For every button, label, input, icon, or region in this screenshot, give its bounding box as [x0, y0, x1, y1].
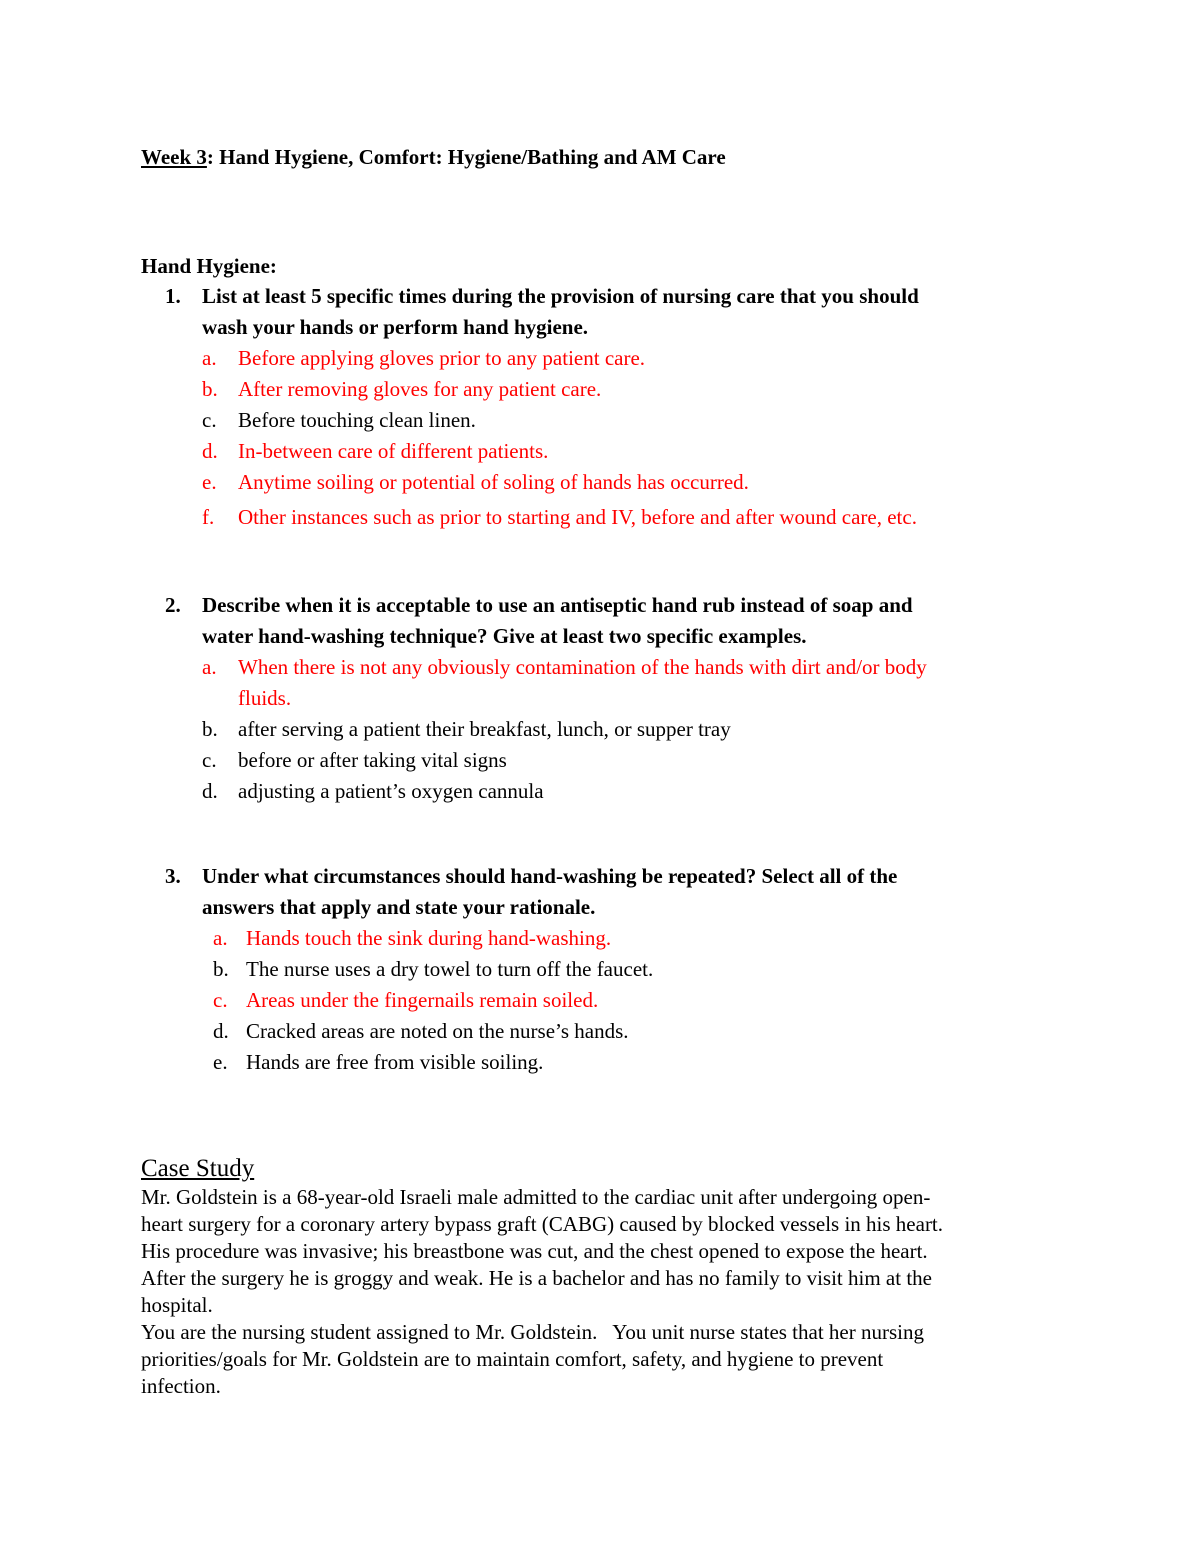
answer-text: When there is not any obviously contamination of the hands with dirt and/or body	[238, 655, 927, 679]
question-number: 1.	[165, 284, 181, 308]
answer-text: Anytime soiling or potential of soling of hands has occurred.	[238, 470, 749, 494]
case-study-line: Mr. Goldstein is a 68-year-old Israeli male admitted to the cardiac unit after undergoing open-	[141, 1185, 931, 1209]
answer-text: Other instances such as prior to starting and IV, before and after wound care, etc.	[238, 505, 917, 529]
answer-text: Hands are free from visible soiling.	[246, 1050, 544, 1074]
case-study-body	[141, 1184, 1041, 1400]
case-study-line: hospital.	[141, 1293, 213, 1317]
question-text-line: water hand-washing technique? Give at least two specific examples.	[202, 624, 807, 648]
question-text-line: wash your hands or perform hand hygiene.	[202, 315, 589, 339]
answer-text-continued: fluids.	[238, 686, 292, 710]
page-title	[141, 142, 726, 172]
question-text-line: answers that apply and state your rationale.	[202, 895, 596, 919]
answer-text: Before touching clean linen.	[238, 408, 476, 432]
answer-letter: b.	[213, 957, 229, 981]
answer-text: The nurse uses a dry towel to turn off the faucet.	[246, 957, 654, 981]
answer-text: after serving a patient their breakfast, lunch, or supper tray	[238, 717, 731, 741]
case-study-line: priorities/goals for Mr. Goldstein are to maintain comfort, safety, and hygiene to prevent	[141, 1347, 884, 1371]
answer-letter: d.	[202, 779, 218, 803]
week-label: Week 3	[141, 145, 207, 169]
section-label-hand-hygiene: Hand Hygiene:	[141, 254, 277, 278]
answer-text: before or after taking vital signs	[238, 748, 507, 772]
answer-text: After removing gloves for any patient care.	[238, 377, 602, 401]
question-number: 2.	[165, 593, 181, 617]
case-study-line: His procedure was invasive; his breastbone was cut, and the chest opened to expose the heart.	[141, 1239, 928, 1263]
answer-letter: c.	[202, 748, 217, 772]
answer-letter: d.	[213, 1019, 229, 1043]
case-study-line: heart surgery for a coronary artery bypass graft (CABG) caused by blocked vessels in his heart.	[141, 1212, 944, 1236]
answer-letter: c.	[213, 988, 228, 1012]
answer-text: Cracked areas are noted on the nurse’s hands.	[246, 1019, 629, 1043]
answer-letter: a.	[202, 346, 217, 370]
title-rest: : Hand Hygiene, Comfort: Hygiene/Bathing and AM Care	[206, 145, 726, 169]
answer-letter: b.	[202, 717, 218, 741]
question-text-line: Under what circumstances should hand-washing be repeated? Select all of the	[202, 864, 898, 888]
answer-text: Before applying gloves prior to any patient care.	[238, 346, 646, 370]
answer-letter: c.	[202, 408, 217, 432]
question-text-line: Describe when it is acceptable to use an antiseptic hand rub instead of soap and	[202, 593, 913, 617]
case-study-line: You are the nursing student assigned to Mr. Goldstein. You unit nurse states that her nursing	[141, 1320, 924, 1344]
case-study-title: Case Study	[141, 1155, 255, 1182]
answer-letter: d.	[202, 439, 218, 463]
question-text-line: List at least 5 specific times during the provision of nursing care that you should	[202, 284, 919, 308]
answer-letter: e.	[213, 1050, 228, 1074]
answer-letter: b.	[202, 377, 218, 401]
answer-letter: a.	[202, 655, 217, 679]
answer-letter: f.	[202, 505, 215, 529]
answer-text: In-between care of different patients.	[238, 439, 549, 463]
answer-text: adjusting a patient’s oxygen cannula	[238, 779, 544, 803]
answer-letter: e.	[202, 470, 217, 494]
case-study-line: infection.	[141, 1374, 221, 1398]
answer-text: Areas under the fingernails remain soiled.	[246, 988, 599, 1012]
question-number: 3.	[165, 864, 181, 888]
answer-text: Hands touch the sink during hand-washing.	[246, 926, 612, 950]
answer-letter: a.	[213, 926, 228, 950]
case-study-line: After the surgery he is groggy and weak. He is a bachelor and has no family to visit him at the	[141, 1266, 932, 1290]
